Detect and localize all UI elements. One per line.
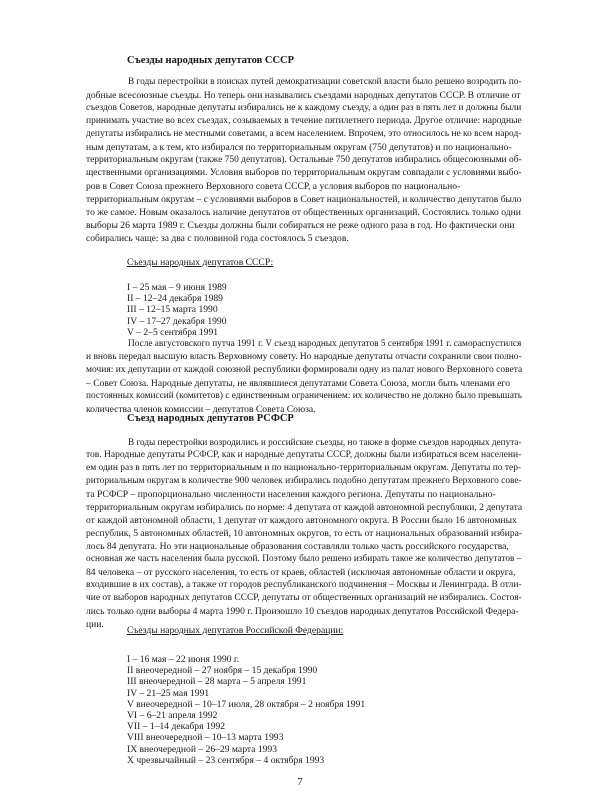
paragraph-line: ным депутатам, а к тем, кто избирался по территориальным округам (750 депутатов) и по национально- xyxy=(86,142,512,153)
paragraph-line: щественными организациями. Условия выборов по территориальным округам совпадали с условиями выбо- xyxy=(86,168,522,178)
paragraph-line: В годы перестройки в поисках путей демократизации советской власти было решено возродить по- xyxy=(128,77,522,87)
congress-list-item: V – 2–5 сентября 1991 xyxy=(127,326,219,338)
congress-list-item: II внеочередной – 27 ноября – 15 декабря 1990 xyxy=(127,665,318,677)
paragraph-line: лось 84 депутата. Но эти национальные образования составляли только часть российского государства, xyxy=(86,541,509,552)
paragraph-line: то же самое. Новым оказалось наличие депутатов от общественных организаций. Состоялись только одни xyxy=(86,207,521,218)
paragraph-line: лись только одни выборы 4 марта 1990 г. Произошло 10 съездов народных депутатов Российской Федера- xyxy=(86,606,519,617)
congress-list-item: IV – 17–27 декабря 1990 xyxy=(127,315,227,327)
paragraph-line: количества членов комиссии – депутатов Совета Союза. xyxy=(86,404,316,415)
paragraph-line: собирались чаще: за два с половиной года состоялось 5 съездов. xyxy=(86,233,349,244)
section-heading-rsfsr: Съезд народных депутатов РСФСР xyxy=(127,413,294,424)
list-title-ussr: Съезды народных депутатов СССР: xyxy=(127,257,274,268)
list-title-rsfsr: Съезды народных депутатов Российской Федерации: xyxy=(127,625,344,636)
paragraph-line: депутаты избирались не местными советами, а всем населением. Впрочем, это относилось не ко всем народ- xyxy=(86,129,522,139)
paragraph-ussr-intro xyxy=(86,76,522,245)
congress-list-item: VI – 6–21 апреля 1992 xyxy=(127,710,218,722)
paragraph-line: республик, 5 автономных областей, 10 автономных округов, то есть от национальных образований избира- xyxy=(86,528,523,539)
paragraph-line: риториальным округам в количестве 900 человек избирались подобно депутатам прежнего Верховного сове- xyxy=(86,476,522,486)
congress-list-item: VII – 1–14 декабря 1992 xyxy=(127,721,226,733)
paragraph-line: съездов Советов, народные депутаты избирались не к каждому съезду, а один раз в пять лет и должны были xyxy=(86,103,522,113)
paragraph-line: В годы перестройки возродились и российские съезды, но также в форме съездов народных депута- xyxy=(128,437,522,447)
section-heading-ussr: Съезды народных депутатов СССР xyxy=(127,55,295,66)
page-number: 7 xyxy=(297,776,303,788)
paragraph-line: от каждой автономной области, 1 депутат от каждого автономного округа. В России было 16 автономных xyxy=(86,515,517,526)
congress-list-item: V внеочередной – 10–17 июля, 28 октября – 2 ноября 1991 xyxy=(127,698,366,710)
congress-list-item: II – 12–24 декабря 1989 xyxy=(127,293,223,305)
paragraph-line: 84 человека – от русского населения, то есть от краев, областей (исключая автономные области и округа, xyxy=(86,567,516,578)
congress-list-item: X чрезвычайный – 23 сентября – 4 октября 1993 xyxy=(127,754,325,766)
congress-list-rsfsr xyxy=(127,654,365,766)
paragraph-line: территориальным округам (также 750 депутатов). Остальные 750 депутатов избирались общесоюзными об- xyxy=(86,155,522,165)
paragraph-line: добные всесоюзные съезды. Но теперь они назывались съездами народных депутатов СССР. В отличие от xyxy=(86,90,521,101)
paragraph-rsfsr-intro xyxy=(86,436,522,631)
congress-list-ussr xyxy=(127,282,227,338)
paragraph-line: тов. Народные депутаты РСФСР, как и народные депутаты СССР, должны были избираться всем населени- xyxy=(86,450,522,460)
congress-list-item: IV – 21–25 мая 1991 xyxy=(127,687,210,699)
paragraph-line: чие от выборов народных депутатов СССР, депутаты от общественных организаций не избирались. Состоя- xyxy=(86,593,522,603)
congress-list-item: IX внеочередной – 26–29 марта 1993 xyxy=(127,743,278,755)
paragraph-line: принимать участие во всех съездах, созываемых в течение пятилетнего периода. Другое отличие: народные xyxy=(86,116,522,126)
congress-list-item: VIII внеочередной – 10–13 марта 1993 xyxy=(127,732,284,744)
paragraph-line: постоянных комиссий (комитетов) с единственным ограничением: их количество не должно было превышать xyxy=(86,391,522,401)
congress-list-item: I – 16 мая – 22 июня 1990 г. xyxy=(127,654,240,665)
paragraph-line: основная же часть населения была русской. Поэтому было решено избирать такое же количество депутатов – xyxy=(86,554,522,564)
congress-list-item: I – 25 мая – 9 июня 1989 xyxy=(127,282,227,293)
paragraph-line: территориальным округам – с условиями выборов в Совет национальностей, и количество депутатов было xyxy=(86,194,522,205)
paragraph-line: территориальным округам избирались по норме: 4 депутата от каждой автономной республики, 2 депутата xyxy=(86,502,523,513)
paragraph-line: входившие в их состав), а также от городов республиканского подчинения – Москвы и Ленинграда. В отли- xyxy=(86,580,522,590)
paragraph-ussr-after-putsch xyxy=(86,338,522,416)
congress-list-item: III внеочередной – 28 марта – 5 апреля 1991 xyxy=(127,676,307,688)
paragraph-line: ции. xyxy=(86,619,104,630)
paragraph-line: выборы 26 марта 1989 г. Съезды должны были собираться не реже одного раза в год. Но фактически они xyxy=(86,220,515,231)
paragraph-line: и вновь передал высшую власть Верховному совету. Но народные депутаты отчасти сохранили свои полно- xyxy=(86,352,522,362)
paragraph-line: – Совет Союза. Народные депутаты, не являвшиеся депутатами Совета Союза, могли быть членами его xyxy=(86,378,511,389)
paragraph-line: та РСФСР – пропорционально численности населения каждого региона. Депутаты по национально- xyxy=(86,489,496,500)
congress-list-item: III – 12–15 марта 1990 xyxy=(127,304,218,316)
paragraph-line: ем один раз в пять лет по территориальным и по национально-территориальным округам. Депутаты по тер- xyxy=(86,463,522,473)
paragraph-line: ров в Совет Союза прежнего Верховного совета СССР, а условия выборов по национально- xyxy=(86,181,461,192)
paragraph-line: мочия: их депутации от каждой союзной республики формировали одну из палат нового Верховного совета xyxy=(86,365,523,375)
paragraph-line: После августовского путча 1991 г. V съезд народных депутатов 5 сентября 1991 г. самораспустился xyxy=(128,339,522,349)
